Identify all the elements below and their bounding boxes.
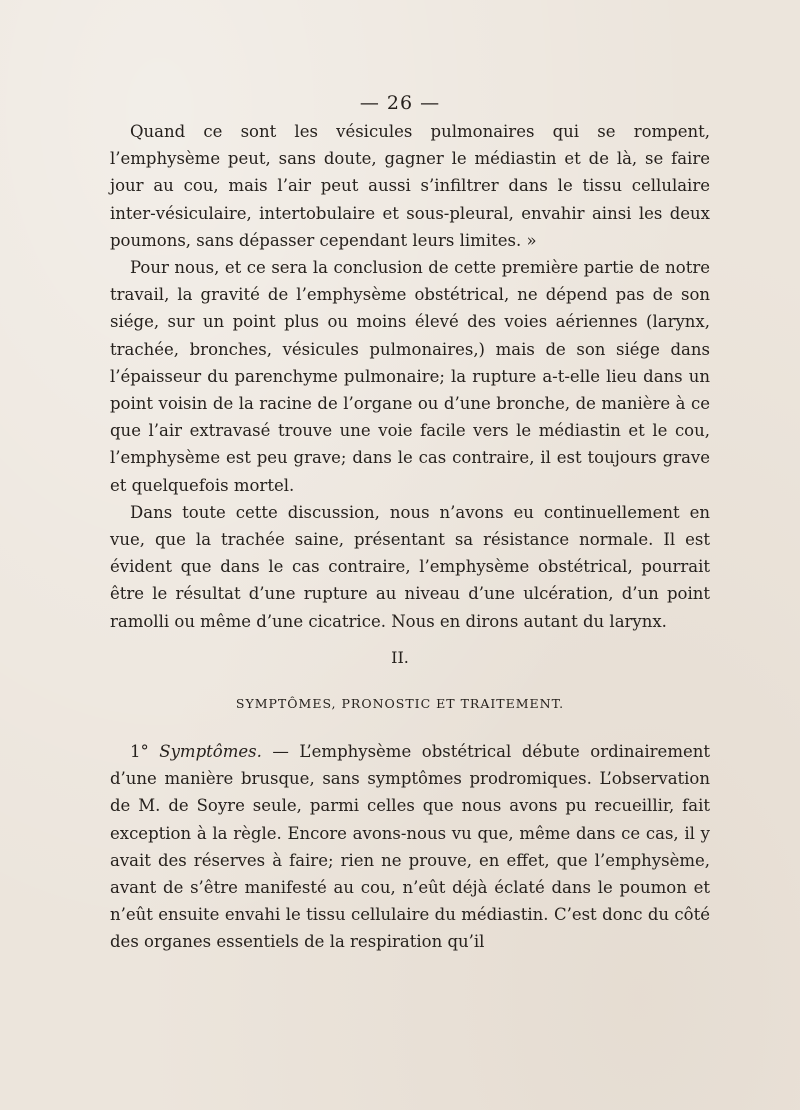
list-label: 1° [130, 742, 160, 761]
page-number: — 26 — [359, 92, 441, 114]
section-title: SYMPTÔMES, PRONOSTIC ET TRAITEMENT. [235, 696, 565, 711]
paragraph-text: — L’emphysème obstétrical débute ordinairement d’une manière brusque, sans symptômes prodromiques. L’observation de M. de Soyre seule, parmi celles que nous avons pu recueillir, fait exception à la règle. Encore avons-nous vu que, même dans ce cas, il y avait des réserves à faire; rien ne prouve, en effet, que l’emphysème, avant de s’être manifesté au cou, n’eût déjà éclaté dans le poumon et n’eût ensuite envahi le tissu cellulaire du médiastin. C’est donc du côté des organes essentiels de la respiration qu’il [110, 742, 710, 952]
text-block-symptoms [110, 738, 710, 956]
section-number: II. [391, 648, 409, 667]
paragraph: Quand ce sont les vésicules pulmonaires qui se rompent, l’emphysème peut, sans doute, gagner le médiastin et de là, se faire jour au cou, mais l’air peut aussi s’infiltrer dans le tissu cellulaire inter-vésiculaire, intertobulaire et sous-pleural, envahir ainsi les deux poumons, sans dépasser cependant leurs limites. » [110, 122, 710, 250]
text-block-top [110, 118, 710, 635]
paragraph: Dans toute cette discussion, nous n’avons eu continuellement en vue, que la trachée saine, présentant sa résistance normale. Il est évident que dans le cas contraire, l’emphysème obstétrical, pourrait être le résultat d’une rupture au niveau d’une ulcération, d’un point ramolli ou même d’une cicatrice. Nous en dirons autant du larynx. [110, 502, 710, 631]
paragraph: Pour nous, et ce sera la conclusion de cette première partie de notre travail, la gravité de l’emphysème obstétrical, ne dépend pas de son siége, sur un point plus ou moins élevé des voies aériennes (larynx, trachée, bronches, vésicules pulmonaires,) mais de son siége dans l’épaisseur du parenchyme pulmonaire; la rupture a-t-elle lieu dans un point voisin de la racine de l’organe ou d’une bronche, de manière à ce que l’air extravasé trouve une voie facile vers le médiastin et le cou, l’emphysème est peu grave; dans le cas contraire, il est toujours grave et quelquefois mortel. [110, 258, 710, 495]
italic-heading: Symptômes. [159, 742, 262, 761]
symptoms-paragraph [110, 738, 710, 956]
